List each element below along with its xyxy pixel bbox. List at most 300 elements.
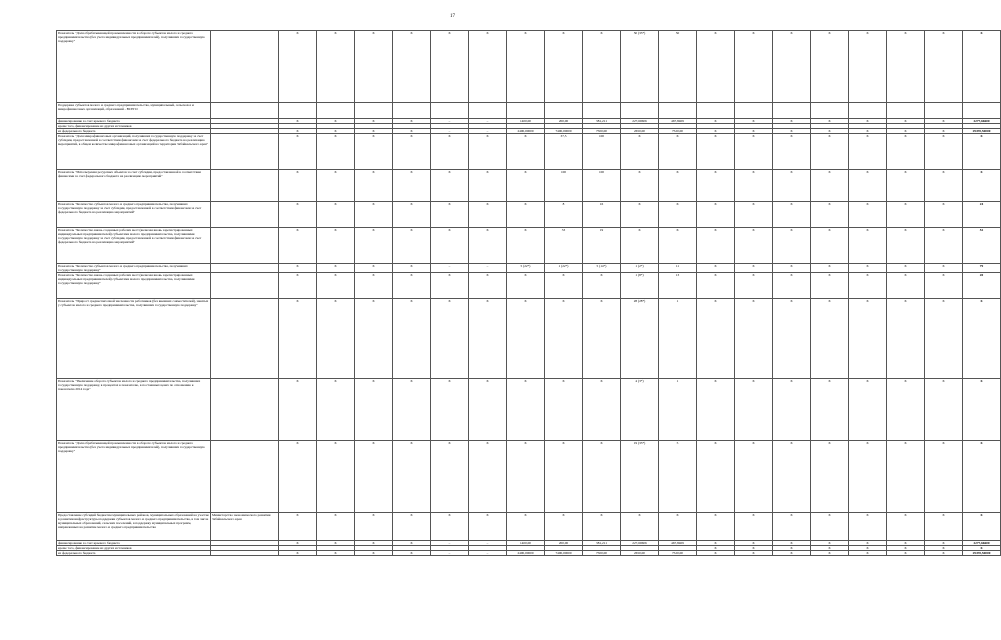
table-cell <box>545 103 583 119</box>
table-cell: X <box>507 299 545 379</box>
table-cell: – <box>431 541 469 546</box>
table-cell: X <box>355 31 393 103</box>
table-cell: 19 (33*) <box>621 441 659 513</box>
table-cell: X <box>887 129 925 134</box>
table-cell: X <box>355 134 393 170</box>
table-cell: X <box>811 441 849 513</box>
table-cell: X <box>279 228 317 264</box>
table-cell: X <box>393 541 431 546</box>
table-cell: X <box>735 551 773 556</box>
table-cell: X <box>887 170 925 202</box>
table-cell: – <box>469 551 507 556</box>
table-cell: 16 <box>583 202 621 228</box>
table-cell: X <box>355 379 393 441</box>
table-cell: X <box>659 202 697 228</box>
table-cell: X <box>317 551 355 556</box>
table-cell: 29470,50000 <box>963 129 1001 134</box>
table-cell: X <box>507 228 545 264</box>
table-cell: X <box>583 379 621 441</box>
table-cell: X <box>659 228 697 264</box>
table-cell: X <box>887 202 925 228</box>
row-label: кроме того, финансирование из других источников <box>57 124 211 129</box>
table-cell: X <box>507 441 545 513</box>
table-cell: X <box>697 264 735 273</box>
table-cell: 1 (22*) <box>545 264 583 273</box>
table-cell: X <box>735 134 773 170</box>
table-cell: 5 (22*) <box>507 264 545 273</box>
table-cell: 381,211 <box>583 541 621 546</box>
table-cell: X <box>583 31 621 103</box>
row-responsible <box>211 551 279 556</box>
table-cell: – <box>469 119 507 124</box>
table-cell: X <box>925 379 963 441</box>
table-cell: X <box>545 273 583 299</box>
table-cell: 381,211 <box>583 119 621 124</box>
table-cell: X <box>735 129 773 134</box>
table-cell: X <box>393 170 431 202</box>
table-cell: X <box>735 441 773 513</box>
table-cell: 1400,00 <box>507 541 545 546</box>
table-cell: 13 <box>659 273 697 299</box>
table-cell: 33 <box>545 228 583 264</box>
table-cell: 8 <box>545 202 583 228</box>
table-cell: X <box>697 202 735 228</box>
table-cell: X <box>355 513 393 541</box>
table-cell: X <box>735 170 773 202</box>
table-cell: X <box>507 202 545 228</box>
row-responsible <box>211 170 279 202</box>
table-cell: 79 <box>963 264 1001 273</box>
table-cell: X <box>773 299 811 379</box>
table-cell: X <box>355 170 393 202</box>
table-cell: X <box>925 31 963 103</box>
table-cell: X <box>773 379 811 441</box>
table-cell: 7520,00 <box>659 551 697 556</box>
table-cell: 2277,66600 <box>963 541 1001 546</box>
table-cell: X <box>735 546 773 551</box>
table-cell: X <box>963 31 1001 103</box>
table-cell: X <box>393 379 431 441</box>
table-cell: X <box>925 273 963 299</box>
table-cell: X <box>621 134 659 170</box>
table-cell: X <box>469 170 507 202</box>
row-label: Показатель "Количество субъектов малого и среднего предпринимательства, получивших государственную поддержку за счет субсидии, предоставленной в соответствии финансами за счет федерального бюджета на реализацию мероприятий" <box>57 202 211 228</box>
table-cell <box>279 103 317 119</box>
table-cell: X <box>887 134 925 170</box>
table-cell: X <box>317 513 355 541</box>
table-cell: X <box>735 299 773 379</box>
table-cell: X <box>621 513 659 541</box>
row-responsible <box>211 202 279 228</box>
table-row <box>57 379 1001 441</box>
row-responsible <box>211 379 279 441</box>
row-label: Показатель "Доля обрабатывающей промышленности в обороте субъектов малого и среднего предпринимательства (без учета индивидуальных предпринимателей), получивших государственную поддержку" <box>57 31 211 103</box>
table-cell: X <box>317 379 355 441</box>
table-cell: X <box>279 541 317 546</box>
table-cell: 100 <box>583 134 621 170</box>
table-cell: X <box>849 513 887 541</box>
row-label: Показатель "Доля микрофинансовых организаций, получивших государственную поддержку за счет субсидии, предоставленной в соответствии финансами за счет федерального бюджета на реализацию мероприятий, в общем количестве микрофинансовых организаций на территории Забайкальского края" <box>57 134 211 170</box>
row-label: Показатель "Доля обрабатывающей промышленности в обороте субъектов малого и среднего предпринимательства (без учета индивидуальных предпринимателей), получивших государственную поддержку" <box>57 441 211 513</box>
table-cell: X <box>849 551 887 556</box>
table-cell: X <box>963 379 1001 441</box>
table-cell: X <box>659 513 697 541</box>
table-cell: X <box>925 441 963 513</box>
row-label: Показатель "Используемая ресурсных объектов за счет субсидии, предоставленной в соответствии финансами за счет федерального бюджета на реализацию мероприятий" <box>57 170 211 202</box>
table-cell: X <box>317 129 355 134</box>
table-cell: X <box>773 228 811 264</box>
table-row <box>57 134 1001 170</box>
table-cell: X <box>279 551 317 556</box>
table-cell: X <box>849 31 887 103</box>
row-label: Показатель "Количество субъектов малого и среднего предпринимательства, получивших государственную поддержку" <box>57 264 211 273</box>
table-row <box>57 228 1001 264</box>
table-cell: X <box>849 129 887 134</box>
table-cell: X <box>887 551 925 556</box>
table-cell: 1 <box>659 299 697 379</box>
table-cell: X <box>279 134 317 170</box>
row-label: из федерального бюджета <box>57 129 211 134</box>
table-cell: X <box>887 379 925 441</box>
table-cell: X <box>811 273 849 299</box>
row-label: Показатель "Количество вновь созданных рабочих мест (включая вновь зарегистрированных индивидуальных предпринимателей) субъектами малого предпринимательства, получившими государственную поддержку" <box>57 273 211 299</box>
table-cell: X <box>697 379 735 441</box>
table-cell: X <box>355 273 393 299</box>
table-cell: X <box>811 299 849 379</box>
table-cell: 11 <box>659 264 697 273</box>
table-cell: X <box>355 441 393 513</box>
table-cell <box>355 103 393 119</box>
table-cell: X <box>811 513 849 541</box>
table-cell: X <box>773 513 811 541</box>
table-cell: X <box>735 31 773 103</box>
table-cell: X <box>735 273 773 299</box>
table-cell: X <box>431 441 469 513</box>
table-cell: X <box>697 119 735 124</box>
table-cell: X <box>507 170 545 202</box>
table-cell: X <box>773 170 811 202</box>
table-cell: X <box>355 129 393 134</box>
table-cell: X <box>431 379 469 441</box>
table-cell: X <box>735 513 773 541</box>
table-row <box>57 551 1001 556</box>
program-table <box>56 30 1001 556</box>
row-label: Показатель "Увеличение оборота субъектов малого и среднего предпринимательства, получивших государственную поддержку, в процентах к показателю, в постоянных ценах по отношению к показателю 2014 года" <box>57 379 211 441</box>
table-cell: X <box>583 299 621 379</box>
table-cell: X <box>393 134 431 170</box>
table-cell: X <box>545 379 583 441</box>
table-cell: X <box>697 541 735 546</box>
table-cell: X <box>469 441 507 513</box>
table-cell: 100 <box>545 170 583 202</box>
table-cell: – <box>431 129 469 134</box>
table-cell: X <box>811 129 849 134</box>
table-cell: X <box>849 299 887 379</box>
table-cell: X <box>849 379 887 441</box>
table-cell: X <box>849 546 887 551</box>
table-cell: 50 (33*) <box>621 31 659 103</box>
table-cell: – <box>469 264 507 273</box>
table-cell: X <box>393 228 431 264</box>
table-cell: X <box>811 134 849 170</box>
table-cell: X <box>773 129 811 134</box>
table-cell: X <box>697 228 735 264</box>
table-cell: 24 <box>963 202 1001 228</box>
table-cell <box>697 103 735 119</box>
table-cell: X <box>773 273 811 299</box>
table-cell: X <box>393 129 431 134</box>
table-cell: X <box>811 541 849 546</box>
table-cell: X <box>887 441 925 513</box>
table-cell: X <box>355 299 393 379</box>
table-row <box>57 264 1001 273</box>
table-cell: X <box>697 551 735 556</box>
table-cell: X <box>431 202 469 228</box>
table-cell: X <box>887 228 925 264</box>
table-cell: X <box>887 119 925 124</box>
table-cell: X <box>697 441 735 513</box>
table-cell: X <box>279 264 317 273</box>
table-cell: X <box>849 541 887 546</box>
table-cell: X <box>773 264 811 273</box>
table-cell: – <box>431 551 469 556</box>
table-cell: X <box>925 202 963 228</box>
table-cell: 2650,00 <box>621 551 659 556</box>
table-cell: X <box>621 228 659 264</box>
table-cell: X <box>393 202 431 228</box>
table-cell: X <box>583 513 621 541</box>
table-cell: X <box>431 299 469 379</box>
table-cell <box>431 103 469 119</box>
table-cell: 7500,00 <box>583 129 621 134</box>
table-cell: X <box>849 264 887 273</box>
table-cell: X <box>545 513 583 541</box>
table-cell: X <box>887 31 925 103</box>
table-cell: X <box>469 202 507 228</box>
table-cell: 37,5 <box>545 134 583 170</box>
table-cell: X <box>697 170 735 202</box>
row-responsible <box>211 264 279 273</box>
table-cell: X <box>925 299 963 379</box>
table-cell: 2277,66600 <box>963 119 1001 124</box>
row-label: Показатель "Прирост среднесписочной численности работников (без внешних совместителей), занятых у субъектов малого и среднего предпринимательства, получивших государственную поддержку" <box>57 299 211 379</box>
table-cell <box>773 103 811 119</box>
table-cell: X <box>925 119 963 124</box>
row-responsible <box>211 103 279 119</box>
table-cell <box>963 103 1001 119</box>
table-cell: X <box>279 441 317 513</box>
table-cell: X <box>393 299 431 379</box>
table-cell: X <box>887 264 925 273</box>
table-cell: – <box>431 264 469 273</box>
row-responsible <box>211 228 279 264</box>
row-label: Поддержка субъектов малого и среднего предпринимательства, муниципальный, сельскохоз и микрофинансовых организаций, образований - ВСЕГО <box>57 103 211 119</box>
program-table-body <box>57 31 1001 556</box>
table-cell: X <box>887 546 925 551</box>
table-cell: X <box>621 170 659 202</box>
table-cell: X <box>697 134 735 170</box>
table-cell: X <box>469 379 507 441</box>
table-cell: 28 (28*) <box>621 299 659 379</box>
table-cell: X <box>849 441 887 513</box>
table-cell: X <box>279 273 317 299</box>
table-cell: 7500,00 <box>583 551 621 556</box>
row-responsible <box>211 299 279 379</box>
table-cell: 200,00 <box>545 119 583 124</box>
table-cell: 467,8409 <box>659 541 697 546</box>
page-number: 17 <box>450 14 455 19</box>
table-cell: X <box>735 119 773 124</box>
table-cell: X <box>963 546 1001 551</box>
table-cell: X <box>507 513 545 541</box>
table-cell: X <box>887 299 925 379</box>
table-cell: X <box>925 546 963 551</box>
table-cell: X <box>925 264 963 273</box>
table-cell: X <box>317 170 355 202</box>
table-cell: – <box>469 129 507 134</box>
table-cell: X <box>925 513 963 541</box>
table-cell: 50 <box>659 31 697 103</box>
row-label: кроме того, финансирование из других источников <box>57 546 211 551</box>
table-cell <box>735 103 773 119</box>
table-cell <box>887 103 925 119</box>
table-cell: 5 <box>659 441 697 513</box>
table-cell: X <box>393 513 431 541</box>
row-responsible <box>211 134 279 170</box>
table-cell: X <box>431 228 469 264</box>
table-cell: X <box>279 129 317 134</box>
table-cell: X <box>317 299 355 379</box>
table-cell: X <box>393 441 431 513</box>
table-cell: X <box>317 264 355 273</box>
row-label: финансирование за счет краевого бюджета <box>57 119 211 124</box>
row-label: Показатель "Количество вновь созданных рабочих мест (включая вновь зарегистрированных индивидуальных предпринимателей) субъектами малого предпринимательства, получившими государственную поддержку за счет субсидии, предоставленной в соответствии финансами за счет федерального бюджета на реализацию мероприятий" <box>57 228 211 264</box>
table-cell: 1400,00 <box>507 119 545 124</box>
table-cell <box>507 103 545 119</box>
table-cell: X <box>545 299 583 379</box>
table-cell: X <box>811 31 849 103</box>
table-cell: X <box>355 228 393 264</box>
table-cell: X <box>735 202 773 228</box>
table-cell: X <box>773 541 811 546</box>
table-cell: X <box>317 134 355 170</box>
table-cell: X <box>811 264 849 273</box>
table-cell: X <box>431 513 469 541</box>
table-cell: X <box>469 513 507 541</box>
table-row <box>57 170 1001 202</box>
table-cell: X <box>849 202 887 228</box>
row-label: из федерального бюджета <box>57 551 211 556</box>
table-cell: X <box>279 299 317 379</box>
table-cell: X <box>393 119 431 124</box>
table-cell: X <box>393 551 431 556</box>
table-cell: X <box>849 119 887 124</box>
table-cell <box>849 103 887 119</box>
table-cell: X <box>317 119 355 124</box>
table-cell: X <box>355 551 393 556</box>
table-cell: X <box>697 273 735 299</box>
table-cell: – <box>431 119 469 124</box>
table-cell: X <box>811 551 849 556</box>
table-cell: X <box>431 170 469 202</box>
table-cell: X <box>697 546 735 551</box>
table-cell: X <box>317 228 355 264</box>
table-cell <box>621 103 659 119</box>
table-cell: X <box>773 202 811 228</box>
table-cell: X <box>507 273 545 299</box>
table-cell: 7400,00000 <box>545 129 583 134</box>
table-cell: X <box>355 264 393 273</box>
table-cell: X <box>279 31 317 103</box>
table-cell: 2650,00 <box>621 129 659 134</box>
table-cell: X <box>469 273 507 299</box>
row-label: финансирование за счет краевого бюджета <box>57 541 211 546</box>
table-cell <box>317 103 355 119</box>
table-cell: X <box>697 299 735 379</box>
table-cell: X <box>317 202 355 228</box>
table-cell: X <box>469 31 507 103</box>
table-cell: X <box>773 31 811 103</box>
table-cell: X <box>849 134 887 170</box>
table-cell: X <box>469 134 507 170</box>
table-cell: X <box>279 379 317 441</box>
table-cell: X <box>355 119 393 124</box>
table-cell: X <box>583 441 621 513</box>
table-cell: X <box>659 134 697 170</box>
table-cell: X <box>963 441 1001 513</box>
table-cell: X <box>925 541 963 546</box>
table-cell: X <box>393 273 431 299</box>
row-responsible <box>211 273 279 299</box>
row-responsible: Министерство экономического развития Забайкальского края <box>211 513 279 541</box>
table-cell: 1 (2*) <box>621 264 659 273</box>
table-cell: X <box>925 170 963 202</box>
table-row <box>57 31 1001 103</box>
table-cell: 227,60606 <box>621 119 659 124</box>
table-cell: X <box>887 273 925 299</box>
table-cell <box>583 103 621 119</box>
table-cell: 5 (14*) <box>583 264 621 273</box>
table-cell: X <box>963 299 1001 379</box>
table-row <box>57 441 1001 513</box>
table-cell: 7400,00000 <box>545 551 583 556</box>
table-cell: X <box>811 119 849 124</box>
table-cell: X <box>735 228 773 264</box>
table-cell <box>811 103 849 119</box>
table-cell: X <box>773 551 811 556</box>
table-cell: 467,8409 <box>659 119 697 124</box>
table-cell: X <box>697 129 735 134</box>
table-cell <box>925 103 963 119</box>
table-cell: 200,00 <box>545 541 583 546</box>
table-cell: X <box>317 31 355 103</box>
table-cell: X <box>431 134 469 170</box>
table-cell: X <box>355 202 393 228</box>
table-cell: 4 (3*) <box>621 379 659 441</box>
table-cell: X <box>507 31 545 103</box>
table-cell: X <box>697 513 735 541</box>
table-cell: X <box>545 31 583 103</box>
table-cell <box>659 103 697 119</box>
table-cell: X <box>925 551 963 556</box>
table-cell: 20 <box>963 273 1001 299</box>
table-cell <box>393 103 431 119</box>
row-label: Предоставление субсидий бюджетам муниципальных районов, муниципальных образований на участие в развитии инфраструктуры поддержки субъектов малого и среднего предпринимательства, в том числе муниципальных образований, сельских поселений, в поддержку муниципальных программ, направленных на развитие малого и среднего предпринимательства <box>57 513 211 541</box>
table-cell: X <box>735 379 773 441</box>
table-cell: X <box>773 119 811 124</box>
table-cell: 29470,50000 <box>963 551 1001 556</box>
table-cell: 100 <box>583 170 621 202</box>
